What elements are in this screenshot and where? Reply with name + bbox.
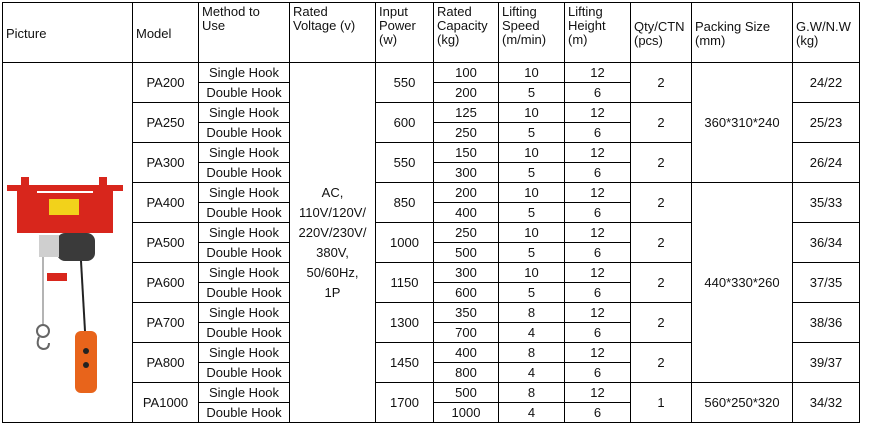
power-cell: 600 <box>376 103 434 143</box>
capacity-double-cell: 500 <box>434 243 499 263</box>
capacity-single-cell: 300 <box>434 263 499 283</box>
qty-cell: 2 <box>631 63 692 103</box>
height-single-cell: 12 <box>565 63 631 83</box>
model-cell: PA250 <box>133 103 199 143</box>
capacity-single-cell: 200 <box>434 183 499 203</box>
method-single-cell: Single Hook <box>199 223 290 243</box>
capacity-single-cell: 400 <box>434 343 499 363</box>
voltage-cell <box>290 63 376 423</box>
height-double-cell: 6 <box>565 403 631 423</box>
hoist-picture-cell <box>3 63 133 423</box>
weight-cell: 26/24 <box>793 143 860 183</box>
weight-cell: 37/35 <box>793 263 860 303</box>
speed-single-cell: 10 <box>499 103 565 123</box>
speed-single-cell: 10 <box>499 183 565 203</box>
header-capacity: Rated Capacity (kg) <box>434 3 499 63</box>
speed-single-cell: 8 <box>499 303 565 323</box>
height-double-cell: 6 <box>565 363 631 383</box>
voltage-line: 110V/120V/ <box>299 204 366 220</box>
height-single-cell: 12 <box>565 263 631 283</box>
power-cell: 550 <box>376 63 434 103</box>
speed-double-cell: 5 <box>499 83 565 103</box>
power-cell: 550 <box>376 143 434 183</box>
model-cell: PA500 <box>133 223 199 263</box>
header-voltage: Rated Voltage (v) <box>290 3 376 63</box>
height-single-cell: 12 <box>565 183 631 203</box>
method-double-cell: Double Hook <box>199 363 290 383</box>
method-single-cell: Single Hook <box>199 263 290 283</box>
speed-double-cell: 4 <box>499 363 565 383</box>
height-single-cell: 12 <box>565 303 631 323</box>
height-double-cell: 6 <box>565 323 631 343</box>
capacity-double-cell: 800 <box>434 363 499 383</box>
method-single-cell: Single Hook <box>199 183 290 203</box>
power-cell: 1300 <box>376 303 434 343</box>
header-weight: G.W/N.W (kg) <box>793 3 860 63</box>
power-cell: 1000 <box>376 223 434 263</box>
qty-cell: 2 <box>631 183 692 223</box>
weight-cell: 24/22 <box>793 63 860 103</box>
qty-cell: 2 <box>631 343 692 383</box>
speed-double-cell: 5 <box>499 203 565 223</box>
capacity-double-cell: 300 <box>434 163 499 183</box>
capacity-double-cell: 400 <box>434 203 499 223</box>
voltage-line: 220V/230V/ <box>298 224 367 240</box>
capacity-double-cell: 1000 <box>434 403 499 423</box>
capacity-single-cell: 250 <box>434 223 499 243</box>
packing-size-cell: 360*310*240 <box>692 63 793 183</box>
power-cell: 850 <box>376 183 434 223</box>
header-method: Method to Use <box>199 3 290 63</box>
weight-cell: 39/37 <box>793 343 860 383</box>
model-cell: PA600 <box>133 263 199 303</box>
height-double-cell: 6 <box>565 283 631 303</box>
speed-double-cell: 5 <box>499 243 565 263</box>
capacity-double-cell: 700 <box>434 323 499 343</box>
qty-cell: 2 <box>631 103 692 143</box>
height-single-cell: 12 <box>565 383 631 403</box>
height-double-cell: 6 <box>565 123 631 143</box>
speed-double-cell: 4 <box>499 403 565 423</box>
voltage-line: 1P <box>324 284 341 300</box>
method-double-cell: Double Hook <box>199 243 290 263</box>
header-packing: Packing Size (mm) <box>692 3 793 63</box>
speed-single-cell: 10 <box>499 263 565 283</box>
method-double-cell: Double Hook <box>199 123 290 143</box>
header-picture: Picture <box>3 3 133 63</box>
method-single-cell: Single Hook <box>199 343 290 363</box>
capacity-double-cell: 250 <box>434 123 499 143</box>
header-qty: Qty/CTN (pcs) <box>631 3 692 63</box>
weight-cell: 35/33 <box>793 183 860 223</box>
voltage-line: AC, <box>321 184 344 200</box>
method-double-cell: Double Hook <box>199 163 290 183</box>
height-single-cell: 12 <box>565 103 631 123</box>
power-cell: 1450 <box>376 343 434 383</box>
speed-double-cell: 4 <box>499 323 565 343</box>
method-single-cell: Single Hook <box>199 63 290 83</box>
method-single-cell: Single Hook <box>199 303 290 323</box>
method-double-cell: Double Hook <box>199 83 290 103</box>
capacity-single-cell: 100 <box>434 63 499 83</box>
model-cell: PA200 <box>133 63 199 103</box>
electric-hoist-icon <box>3 93 127 393</box>
method-double-cell: Double Hook <box>199 403 290 423</box>
capacity-single-cell: 125 <box>434 103 499 123</box>
capacity-double-cell: 600 <box>434 283 499 303</box>
header-height: Lifting Height (m) <box>565 3 631 63</box>
header-speed: Lifting Speed (m/min) <box>499 3 565 63</box>
model-cell: PA800 <box>133 343 199 383</box>
speed-double-cell: 5 <box>499 123 565 143</box>
power-cell: 1150 <box>376 263 434 303</box>
height-double-cell: 6 <box>565 163 631 183</box>
speed-double-cell: 5 <box>499 163 565 183</box>
weight-cell: 34/32 <box>793 383 860 423</box>
height-double-cell: 6 <box>565 203 631 223</box>
qty-cell: 2 <box>631 223 692 263</box>
model-cell: PA700 <box>133 303 199 343</box>
spec-table <box>2 2 860 423</box>
packing-size-cell: 440*330*260 <box>692 183 793 383</box>
method-single-cell: Single Hook <box>199 383 290 403</box>
weight-cell: 36/34 <box>793 223 860 263</box>
method-double-cell: Double Hook <box>199 323 290 343</box>
capacity-single-cell: 500 <box>434 383 499 403</box>
voltage-line: 380V, <box>316 244 349 260</box>
speed-single-cell: 8 <box>499 343 565 363</box>
method-double-cell: Double Hook <box>199 283 290 303</box>
height-double-cell: 6 <box>565 83 631 103</box>
speed-single-cell: 10 <box>499 223 565 243</box>
qty-cell: 2 <box>631 303 692 343</box>
voltage-line: 50/60Hz, <box>306 264 359 280</box>
model-cell: PA400 <box>133 183 199 223</box>
header-row <box>3 3 860 63</box>
height-double-cell: 6 <box>565 243 631 263</box>
height-single-cell: 12 <box>565 343 631 363</box>
capacity-single-cell: 350 <box>434 303 499 323</box>
header-power: Input Power (w) <box>376 3 434 63</box>
speed-double-cell: 5 <box>499 283 565 303</box>
method-single-cell: Single Hook <box>199 103 290 123</box>
capacity-double-cell: 200 <box>434 83 499 103</box>
speed-single-cell: 10 <box>499 143 565 163</box>
speed-single-cell: 10 <box>499 63 565 83</box>
qty-cell: 2 <box>631 263 692 303</box>
capacity-single-cell: 150 <box>434 143 499 163</box>
method-double-cell: Double Hook <box>199 203 290 223</box>
packing-size-cell: 560*250*320 <box>692 383 793 423</box>
method-single-cell: Single Hook <box>199 143 290 163</box>
model-cell: PA300 <box>133 143 199 183</box>
height-single-cell: 12 <box>565 223 631 243</box>
qty-cell: 1 <box>631 383 692 423</box>
header-model: Model <box>133 3 199 63</box>
power-cell: 1700 <box>376 383 434 423</box>
speed-single-cell: 8 <box>499 383 565 403</box>
weight-cell: 25/23 <box>793 103 860 143</box>
height-single-cell: 12 <box>565 143 631 163</box>
qty-cell: 2 <box>631 143 692 183</box>
table-row <box>3 63 860 83</box>
model-cell: PA1000 <box>133 383 199 423</box>
weight-cell: 38/36 <box>793 303 860 343</box>
